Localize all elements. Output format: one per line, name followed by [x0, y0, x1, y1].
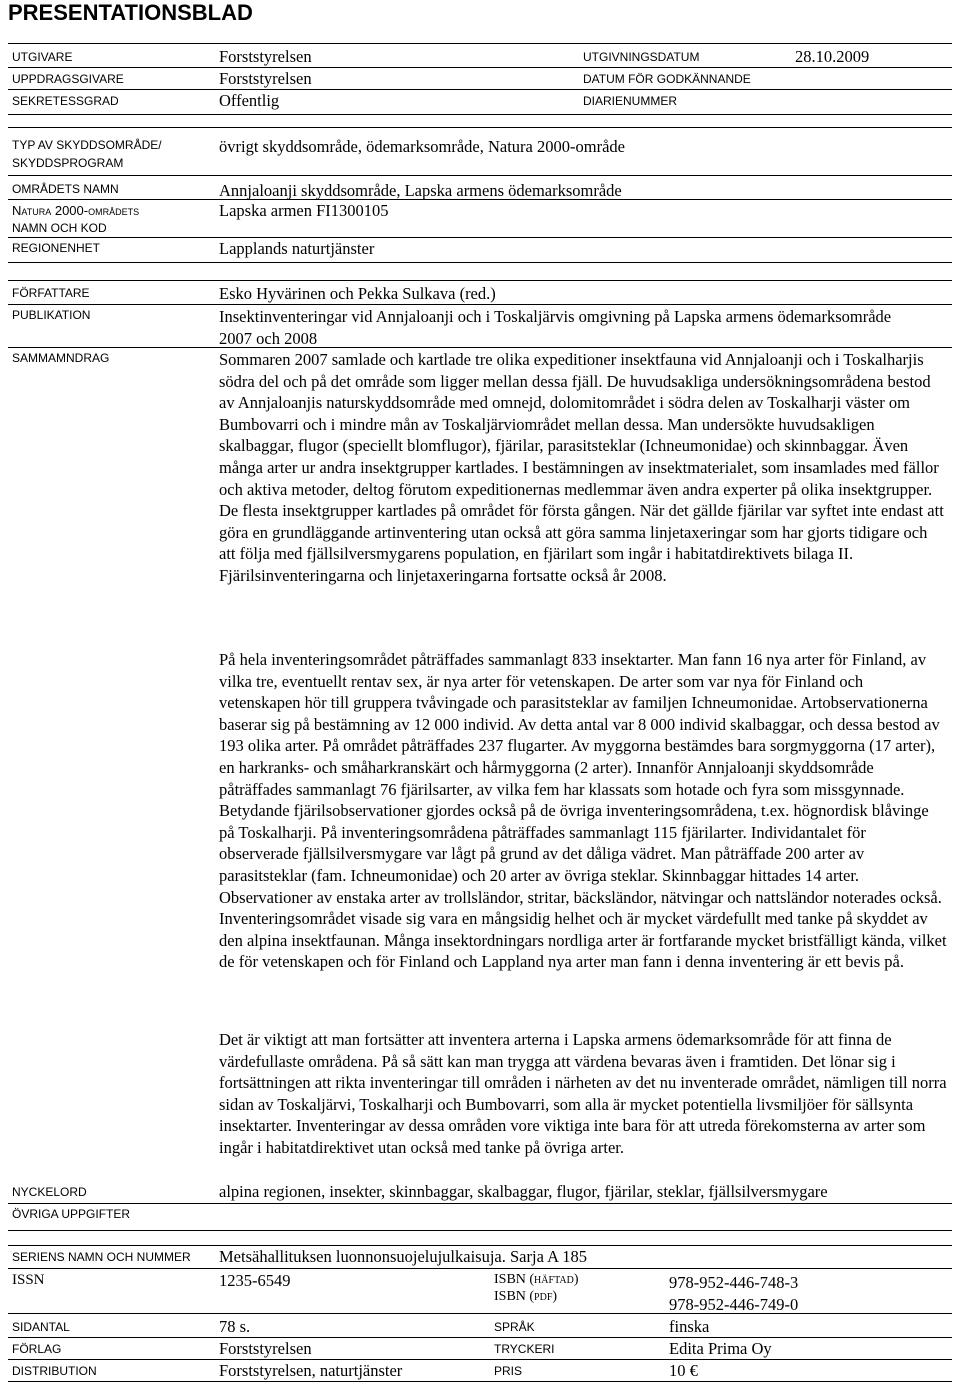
- divider: [8, 1313, 952, 1314]
- diarienummer-label: DIARIENUMMER: [583, 94, 678, 108]
- serie-label: SERIENS NAMN OCH NUMMER: [12, 1250, 191, 1264]
- sekretessgrad-label: SEKRETESSGRAD: [12, 94, 119, 108]
- sprak-label: SPRÅK: [494, 1320, 535, 1334]
- divider: [8, 1230, 952, 1231]
- divider: [8, 1359, 952, 1360]
- serie-value: Metsähallituksen luonnonsuojelujulkaisuja. Sarja A 185: [219, 1247, 588, 1266]
- divider: [8, 1203, 952, 1204]
- nyckelord-value: alpina regionen, insekter, skinnbaggar, skalbaggar, flugor, fjärilar, steklar, fjällsilversmygare: [219, 1182, 828, 1201]
- divider: [8, 1337, 952, 1338]
- godkannande-label: DATUM FÖR GODKÄNNANDE: [583, 72, 751, 86]
- sidantal-value: 78 s.: [219, 1317, 251, 1336]
- natura-value: Lapska armen FI1300105: [219, 201, 389, 220]
- sekretessgrad-value: Offentlig: [219, 91, 280, 110]
- divider: [8, 280, 952, 281]
- pris-value: 10 €: [669, 1361, 698, 1380]
- forfattare-value: Esko Hyvärinen och Pekka Sulkava (red.): [219, 284, 496, 303]
- divider: [8, 262, 952, 263]
- typ-label: TYP AV SKYDDSOMRÅDE/: [12, 138, 162, 152]
- divider: [8, 127, 952, 128]
- divider: [8, 114, 952, 115]
- divider: [8, 175, 952, 176]
- typ-value: övrigt skyddsområde, ödemarksområde, Natura 2000-område: [219, 137, 625, 156]
- nyckelord-label: NYCKELORD: [12, 1185, 87, 1199]
- utgivare-label: UTGIVARE: [12, 50, 73, 64]
- typ-label-2: SKYDDSPROGRAM: [12, 156, 124, 170]
- divider: [8, 237, 952, 238]
- isbn-pdf-value: 978-952-446-749-0: [669, 1295, 799, 1314]
- uppdragsgivare-label: UPPDRAGSGIVARE: [12, 72, 124, 86]
- distribution-value: Forststyrelsen, naturtjänster: [219, 1361, 403, 1380]
- issn-value: 1235-6549: [219, 1271, 291, 1290]
- natura-label-2: NAMN OCH KOD: [12, 221, 107, 235]
- sammandrag-paragraph-2: På hela inventeringsområdet påträffades sammanlagt 833 insektarter. Man fann 16 nya arter för Finland, av vilka tre, eventuellt rentav sex, är nya arter för vetenskapen. De arter som var nya för Finland och vetenskapen hör till gruppera tvåvingade och parasitsteklar av familjen Ichneumonidae. Artobservationerna baserar sig på bestämning av 12 000 individ. Av detta antal var 8 000 individ skalbaggar, och dessa bestod av 193 olika arter. På området påträffades 237 flugarter. Av myggorna bestämdes bara sorgmyggorna (17 arter), en harkranks- och småharkranskärt och hårmyggorna (2 arter). Innanför Annjaloanji skyddsområde påträffades sammanlagt 76 fjärilsarter, av vilka fem har klassats som hotade och fyra som missgynnade. Betydande fjärilsobservationer gjordes också på de övriga inventeringsområdena, t.ex. högnordisk blåvinge på Toskalharji. På inventeringsområdena påträffades sammanlagt 115 fjärilarter. Individantalet för observerade fjällsilversmygare var lågt på grund av det dåliga vädret. Man påträffade 200 arter av parasitsteklar (fam. Ichneumonidae) och 20 arter av övriga steklar. Skinnbaggar hittades 14 arter. Observationer av enstaka arter av trollsländor, stritar, bäcksländor, nätvingar och nattsländor noterades också. Inventeringsområdet visade sig vara en mångsidig helhet och är mycket värdefullt med tanke på skyddet av den alpina insektfaunan. Många insektordningars nordliga arter är fortfarande mycket bristfälligt kända, vilket de för vetenskapen och för Finland och Lappland nya arter man fann i denna inventering är ett bevis på.: [219, 650, 947, 972]
- utgivningsdatum-label: UTGIVNINGSDATUM: [583, 50, 700, 64]
- uppdragsgivare-value: Forststyrelsen: [219, 69, 312, 88]
- distribution-label: DISTRIBUTION: [12, 1364, 97, 1378]
- regionenhet-label: REGIONENHET: [12, 241, 101, 255]
- document-title: PRESENTATIONSBLAD: [8, 0, 253, 25]
- natura-label: Natura 2000-områdets: [12, 203, 140, 218]
- regionenhet-value: Lapplands naturtjänster: [219, 239, 375, 258]
- omradets-namn-value: Annjaloanji skyddsområde, Lapska armens ödemarksområde: [219, 181, 622, 200]
- forfattare-label: FÖRFATTARE: [12, 286, 90, 300]
- divider: [8, 1245, 952, 1246]
- isbn-haftad-label: ISBN (häftad): [494, 1272, 579, 1287]
- divider: [8, 67, 952, 68]
- utgivningsdatum-value: 28.10.2009: [795, 47, 870, 66]
- sidantal-label: SIDANTAL: [12, 1320, 70, 1334]
- divider: [8, 1381, 952, 1382]
- omradets-namn-label: OMRÅDETS NAMN: [12, 182, 119, 196]
- publikation-label: PUBLIKATION: [12, 308, 91, 322]
- tryckeri-value: Edita Prima Oy: [669, 1339, 772, 1358]
- isbn-pdf-label: ISBN (pdf): [494, 1289, 558, 1304]
- divider: [8, 43, 952, 44]
- sammandrag-paragraph-3: Det är viktigt att man fortsätter att inventera arterna i Lapska armens ödemarksområde för att finna de värdefullaste områdena. På så sätt kan man trygga att värdena bevaras även i framtiden. Det lönar sig i fortsättningen att rikta inventeringar till områden i närheten av det nu inventerade området, nämligen till norra sidan av Toskaljärvi, Toskalharji och Bumbovarri, som alla är mycket potentiella livsmiljöer för sällsynta insektarter. Inventeringar av dessa områden vore viktiga inte bara för att utreda förekomsterna av arter som ingår i habitatdirektivet utan också med tanke på övriga arter.: [219, 1030, 947, 1157]
- publikation-value: Insektinventeringar vid Annjaloanji och i Toskaljärvis omgivning på Lapska armens ödemarksområde 2007 och 2008: [219, 307, 892, 348]
- sammandrag-label: SAMMAMNDRAG: [12, 351, 110, 365]
- forlag-label: FÖRLAG: [12, 1342, 62, 1356]
- divider: [8, 347, 952, 348]
- sammandrag-paragraph-1: Sommaren 2007 samlade och kartlade tre olika expeditioner insektfauna vid Annjaloanji och i Toskalharjis södra del och på det område som ligger mellan dessa fjäll. De huvudsakliga undersökningsområdena bestod av Annjaloanjis naturskyddsområde med omnejd, dolomitområdet i södra delen av Toskalharji väster om Bumbovarri och i mindre mån av Toskaljärviområdet mellan dessa. Man undersökte huvudsakligen skalbaggar, flugor (speciellt blomflugor), fjärilar, parasitsteklar (Ichneumonidae) och skinnbaggar. Även många arter ur andra insektgrupper kartlades. I bestämningen av insektmaterialet, som insamlades med fällor och aktiva metoder, deltog förutom expeditionernas medlemmar även andra experter på olika insektgrupper. De flesta insektgrupper kartlades på området för första gången. När det gällde fjärilar var syftet inte endast att göra en grundläggande artinventering utan också att göra samma linjetaxeringar som har gjorts tidigare och att följa med fjällsilversmygarens population, en fjärilart som ingår i habitatdirektivets bilaga II. Fjärilsinventeringarna och linjetaxeringarna fortsatte också år 2008.: [219, 350, 944, 585]
- isbn-haftad-value: 978-952-446-748-3: [669, 1273, 799, 1292]
- divider: [8, 89, 952, 90]
- ovriga-uppgifter-label: ÖVRIGA UPPGIFTER: [12, 1207, 131, 1221]
- forlag-value: Forststyrelsen: [219, 1339, 312, 1358]
- divider: [8, 199, 952, 200]
- divider: [8, 304, 952, 305]
- tryckeri-label: TRYCKERI: [494, 1342, 555, 1356]
- issn-label: ISSN: [12, 1272, 45, 1288]
- utgivare-value: Forststyrelsen: [219, 47, 312, 66]
- sprak-value: finska: [669, 1317, 710, 1336]
- divider: [8, 1268, 952, 1269]
- pris-label: PRIS: [494, 1364, 523, 1378]
